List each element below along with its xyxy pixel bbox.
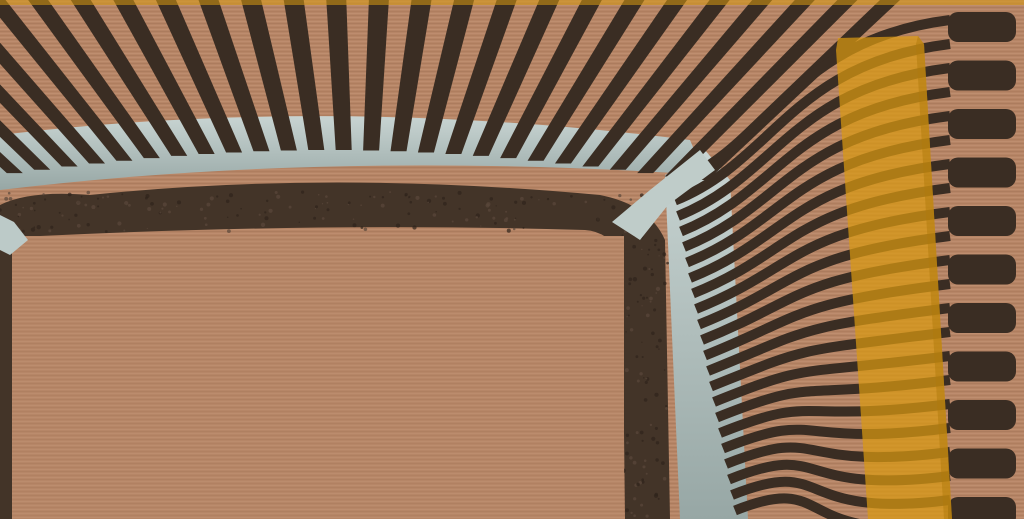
- mask-speck: [61, 214, 63, 216]
- mask-speck: [596, 218, 600, 222]
- mask-speck: [507, 229, 511, 233]
- mask-speck: [265, 216, 269, 220]
- mask-speck: [625, 452, 629, 456]
- mask-speck: [642, 356, 644, 358]
- mask-speck: [656, 441, 659, 444]
- mask-speck: [480, 225, 481, 226]
- mask-speck: [636, 355, 639, 358]
- mask-speck: [658, 498, 660, 500]
- mask-speck: [522, 227, 524, 229]
- mask-speck: [31, 227, 35, 231]
- mask-speck: [33, 202, 36, 205]
- mask-speck: [639, 372, 642, 375]
- mask-speck: [360, 204, 362, 206]
- mask-speck: [117, 221, 121, 225]
- mask-speck: [626, 441, 629, 444]
- mask-speck: [663, 257, 665, 259]
- mask-speck: [161, 208, 163, 210]
- mask-speck: [42, 193, 44, 195]
- mask-speck: [147, 228, 148, 229]
- mask-speck: [268, 209, 272, 213]
- mask-speck: [84, 204, 87, 207]
- mask-speck: [538, 199, 539, 200]
- mask-speck: [640, 431, 644, 435]
- mask-speck: [641, 478, 644, 481]
- mask-speck: [364, 228, 368, 232]
- mask-speck: [30, 207, 33, 210]
- mask-speck: [584, 201, 587, 204]
- mask-speck: [128, 204, 131, 207]
- mask-speck: [289, 206, 292, 209]
- edge-pad: [948, 352, 1016, 382]
- mask-speck: [87, 223, 90, 226]
- mask-speck: [665, 407, 668, 410]
- mask-speck: [505, 217, 508, 220]
- mask-speck: [227, 229, 231, 233]
- mask-speck: [630, 198, 633, 201]
- edge-pad: [948, 61, 1016, 91]
- mask-speck: [648, 249, 650, 251]
- mask-speck: [644, 459, 647, 462]
- mask-speck: [22, 230, 25, 233]
- mask-speck: [513, 228, 516, 231]
- edge-pad: [948, 449, 1016, 479]
- mask-speck: [640, 504, 643, 507]
- mask-speck: [276, 195, 280, 199]
- mask-speck: [625, 508, 629, 512]
- mask-speck: [102, 197, 104, 199]
- mask-speck: [389, 191, 391, 193]
- mask-speck: [348, 204, 349, 205]
- mask-speck: [646, 473, 648, 475]
- mask-speck: [353, 223, 357, 227]
- mask-speck: [353, 218, 355, 220]
- mask-speck: [44, 198, 46, 200]
- mask-speck: [651, 273, 654, 276]
- mask-speck: [641, 249, 643, 251]
- mask-speck: [361, 226, 364, 229]
- mask-speck: [654, 244, 656, 246]
- mask-speck: [442, 197, 445, 200]
- mask-speck: [68, 193, 72, 197]
- mask-speck: [641, 481, 644, 484]
- edge-pad: [948, 109, 1016, 139]
- mask-speck: [628, 282, 631, 285]
- mask-speck: [147, 207, 151, 211]
- mask-speck: [645, 381, 648, 384]
- mask-speck: [640, 294, 642, 296]
- mask-speck: [488, 209, 491, 212]
- mask-speck: [655, 458, 658, 461]
- mask-speck: [313, 217, 316, 220]
- mask-speck: [236, 214, 239, 217]
- mask-speck: [649, 297, 653, 301]
- mask-speck: [476, 216, 478, 218]
- mask-speck: [522, 201, 526, 205]
- mask-speck: [644, 398, 648, 402]
- mask-speck: [408, 197, 409, 198]
- mask-speck: [87, 191, 91, 195]
- mask-speck: [570, 195, 573, 198]
- mask-speck: [650, 301, 652, 303]
- mask-speck: [665, 405, 667, 407]
- mask-speck: [658, 348, 659, 349]
- mask-speck: [643, 377, 644, 378]
- mask-speck: [664, 369, 666, 371]
- mask-speck: [496, 205, 497, 206]
- mask-speck: [656, 345, 659, 348]
- mask-speck: [643, 267, 647, 271]
- mask-speck: [315, 205, 318, 208]
- mask-speck: [415, 196, 419, 200]
- mask-speck: [322, 217, 325, 220]
- mask-speck: [646, 297, 648, 299]
- mask-speck: [641, 305, 642, 306]
- mask-speck: [494, 222, 497, 225]
- mask-speck: [611, 205, 615, 209]
- mask-speck: [552, 202, 555, 205]
- mask-speck: [68, 219, 70, 221]
- mask-speck: [642, 440, 644, 442]
- mask-speck: [632, 245, 636, 249]
- mask-speck: [452, 220, 454, 222]
- mask-speck: [654, 239, 657, 242]
- mask-speck: [77, 224, 81, 228]
- mask-speck: [658, 255, 659, 256]
- mask-speck: [465, 218, 468, 221]
- mask-speck: [8, 192, 11, 195]
- mask-speck: [325, 195, 328, 198]
- mask-speck: [275, 191, 278, 194]
- mask-speck: [666, 262, 669, 265]
- mask-speck: [123, 230, 125, 232]
- mask-speck: [515, 218, 516, 219]
- mask-speck: [651, 268, 653, 270]
- mask-speck: [226, 200, 230, 204]
- mask-speck: [642, 465, 645, 468]
- mask-speck: [625, 368, 629, 372]
- mask-speck: [642, 297, 645, 300]
- mask-speck: [407, 212, 410, 215]
- mask-speck: [97, 205, 99, 207]
- kapton-top-sliver: [0, 0, 1024, 5]
- mask-speck: [177, 200, 181, 204]
- mask-speck: [145, 197, 148, 200]
- edge-pad: [948, 400, 1016, 430]
- mask-speck: [443, 202, 447, 206]
- mask-speck: [435, 211, 437, 213]
- edge-pad: [948, 497, 1016, 519]
- mask-speck: [48, 229, 51, 232]
- mask-speck: [205, 223, 208, 226]
- mask-speck: [530, 196, 532, 198]
- mask-speck: [34, 210, 36, 212]
- mask-speck: [490, 197, 493, 200]
- mask-speck: [210, 196, 214, 200]
- mask-speck: [105, 230, 108, 233]
- mask-speck: [633, 461, 637, 465]
- mask-speck: [318, 194, 320, 196]
- mask-speck: [299, 222, 300, 223]
- mask-speck: [433, 213, 437, 217]
- mask-speck: [59, 212, 61, 214]
- mask-speck: [18, 216, 20, 218]
- mask-speck: [200, 208, 203, 211]
- mask-speck: [637, 301, 639, 303]
- mask-speck: [603, 199, 605, 201]
- mask-speck: [628, 277, 632, 281]
- mask-speck: [74, 214, 77, 217]
- mask-speck: [163, 202, 167, 206]
- mask-speck: [651, 332, 655, 336]
- mask-speck: [264, 211, 266, 213]
- mask-speck: [261, 223, 265, 227]
- mask-speck: [657, 248, 660, 251]
- mask-speck: [655, 292, 657, 294]
- mask-speck: [633, 497, 636, 500]
- mask-speck: [159, 211, 161, 213]
- mask-speck: [662, 252, 666, 256]
- mask-speck: [301, 191, 304, 194]
- mask-speck: [204, 217, 207, 220]
- mask-speck: [505, 211, 507, 213]
- mask-speck: [648, 268, 650, 270]
- mask-speck: [216, 195, 218, 197]
- mask-speck: [91, 205, 95, 209]
- mask-speck: [650, 424, 652, 426]
- mask-speck: [633, 277, 637, 281]
- mask-speck: [327, 202, 329, 204]
- mask-speck: [33, 226, 35, 228]
- mask-speck: [81, 196, 83, 198]
- die-pad-shade: [12, 236, 624, 519]
- mask-speck: [327, 208, 330, 211]
- mask-speck: [633, 514, 636, 517]
- mask-speck: [645, 514, 648, 517]
- mask-speck: [520, 197, 524, 201]
- mask-speck: [150, 202, 154, 206]
- mask-speck: [4, 197, 8, 201]
- mask-speck: [636, 483, 640, 487]
- mask-speck: [641, 342, 642, 343]
- mask-speck: [405, 194, 407, 196]
- edge-pad: [948, 206, 1016, 236]
- mask-speck: [486, 202, 490, 206]
- mask-speck: [369, 196, 371, 198]
- mask-speck: [655, 493, 658, 496]
- mask-speck: [427, 202, 429, 204]
- mask-speck: [626, 316, 627, 317]
- mask-speck: [15, 204, 17, 206]
- mask-speck: [458, 208, 460, 210]
- mask-speck: [168, 210, 171, 213]
- edge-pad: [948, 12, 1016, 42]
- mask-speck: [547, 198, 549, 200]
- mask-speck: [229, 193, 233, 197]
- mask-speck: [227, 216, 229, 218]
- edge-pad: [948, 303, 1016, 333]
- mask-speck: [176, 206, 177, 207]
- mask-speck: [663, 477, 667, 481]
- mask-speck: [458, 191, 462, 195]
- mask-speck: [636, 431, 639, 434]
- mask-speck: [121, 193, 123, 195]
- mask-speck: [625, 331, 626, 332]
- mask-speck: [651, 437, 655, 441]
- mask-speck: [382, 196, 384, 198]
- mask-speck: [435, 195, 437, 197]
- mask-speck: [124, 201, 128, 205]
- mask-speck: [373, 196, 375, 198]
- mask-speck: [381, 204, 385, 208]
- mask-speck: [322, 203, 323, 204]
- mask-speck: [409, 201, 412, 204]
- mask-speck: [646, 314, 650, 318]
- mask-speck: [626, 434, 629, 437]
- mask-speck: [626, 306, 630, 310]
- mask-speck: [655, 427, 658, 430]
- mask-speck: [645, 378, 647, 380]
- edge-pad: [948, 158, 1016, 188]
- mask-speck: [240, 208, 242, 210]
- mask-speck: [76, 201, 80, 205]
- mask-speck: [630, 328, 633, 331]
- mask-speck: [637, 380, 640, 383]
- mask-speck: [22, 207, 24, 209]
- mask-speck: [348, 201, 351, 204]
- mask-speck: [266, 200, 268, 202]
- mask-speck: [514, 219, 516, 221]
- mask-speck: [647, 254, 649, 256]
- mask-speck: [653, 308, 656, 311]
- mask-speck: [37, 225, 41, 229]
- mask-speck: [396, 223, 400, 227]
- edge-pad: [948, 255, 1016, 285]
- mask-speck: [9, 197, 13, 201]
- mask-speck: [412, 225, 416, 229]
- mask-speck: [654, 393, 658, 397]
- mask-speck: [206, 203, 210, 207]
- mask-speck: [259, 214, 261, 216]
- mask-speck: [514, 201, 517, 204]
- mask-speck: [630, 512, 632, 514]
- mask-speck: [492, 217, 495, 220]
- mask-speck: [661, 461, 665, 465]
- mask-speck: [658, 339, 662, 343]
- mask-speck: [618, 194, 621, 197]
- mask-speck: [663, 282, 667, 286]
- mask-speck: [656, 287, 660, 291]
- mask-speck: [50, 226, 53, 229]
- mask-speck: [629, 456, 632, 459]
- mask-speck: [97, 198, 99, 200]
- mask-speck: [107, 195, 110, 198]
- mask-speck: [628, 314, 630, 316]
